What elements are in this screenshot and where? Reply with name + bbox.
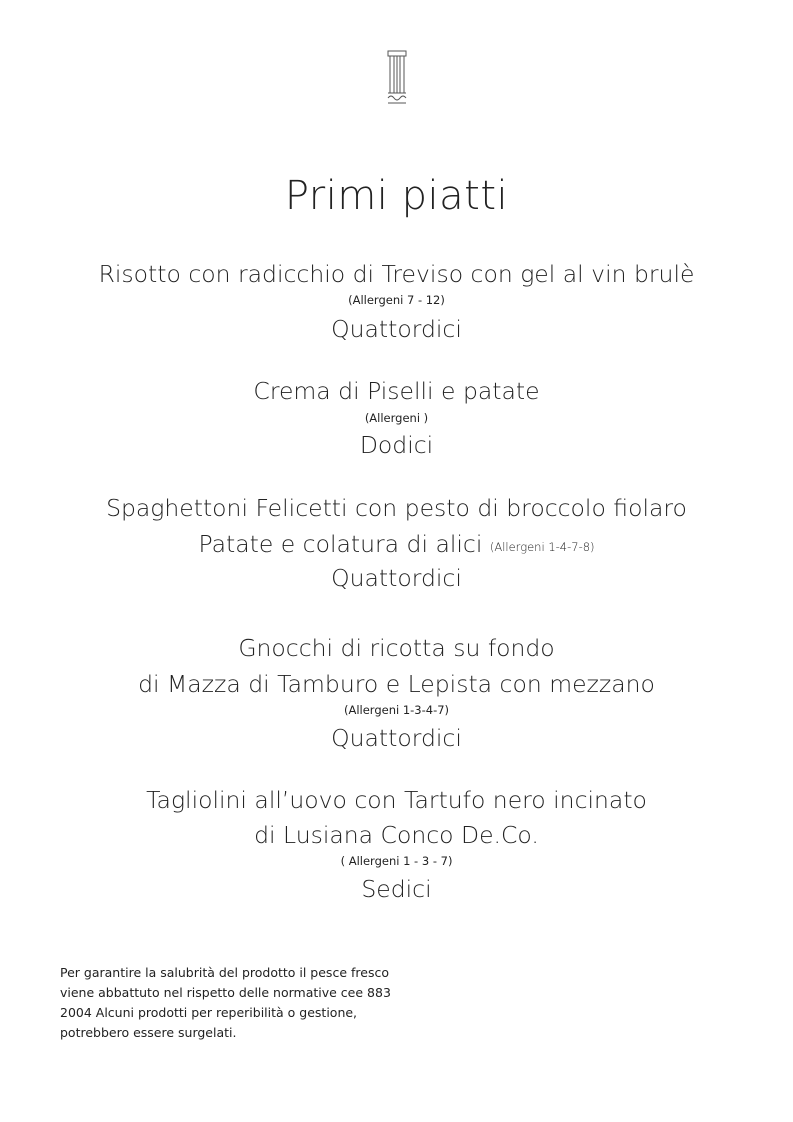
- dish-allergens: ( Allergeni 1 - 3 - 7): [340, 854, 453, 868]
- dish-name-line2: di Mazza di Tamburo e Lepista con mezzano: [138, 670, 655, 698]
- footnote-line: Per garantire la salubrità del prodotto il pesce fresco: [60, 965, 389, 980]
- dish-allergens: (Allergeni 1-4-7-8): [489, 540, 595, 554]
- footnote-line: 2004 Alcuni prodotti per reperibilità o gestione,: [60, 1005, 358, 1020]
- dish-price: Quattordici: [331, 315, 462, 343]
- dish-name-line2: [0, 527, 793, 564]
- dish-allergens: (Allergeni ): [364, 411, 429, 425]
- column-logo-icon: [385, 50, 409, 112]
- page-title: Primi piatti: [284, 173, 509, 219]
- dish-price: Dodici: [359, 431, 434, 459]
- footnote: [60, 963, 400, 1043]
- dish-name-line1: Gnocchi di ricotta su fondo: [238, 634, 555, 662]
- dish-name-line2: di Lusiana Conco De.Co.: [254, 821, 539, 849]
- footnote-line: potrebbero essere surgelati.: [60, 1025, 237, 1040]
- dish-name-line1: Tagliolini all’uovo con Tartufo nero incinato: [146, 786, 647, 814]
- dish-allergens: (Allergeni 1-3-4-7): [343, 703, 450, 717]
- footnote-line: viene abbattuto nel rispetto delle normative cee 883: [60, 985, 391, 1000]
- dish-name: Crema di Piselli e patate: [253, 377, 540, 405]
- dish-allergens: (Allergeni 7 - 12): [348, 293, 445, 307]
- dish-price: Quattordici: [331, 564, 462, 592]
- dish-name: Risotto con radicchio di Treviso con gel al vin brulè: [98, 260, 695, 288]
- dish-price: Quattordici: [331, 724, 462, 752]
- dish-price: Sedici: [361, 875, 432, 903]
- dish-name-line2-text: Patate e colatura di alici: [198, 530, 483, 558]
- dish-name-line1: Spaghettoni Felicetti con pesto di broccolo fiolaro: [106, 494, 687, 522]
